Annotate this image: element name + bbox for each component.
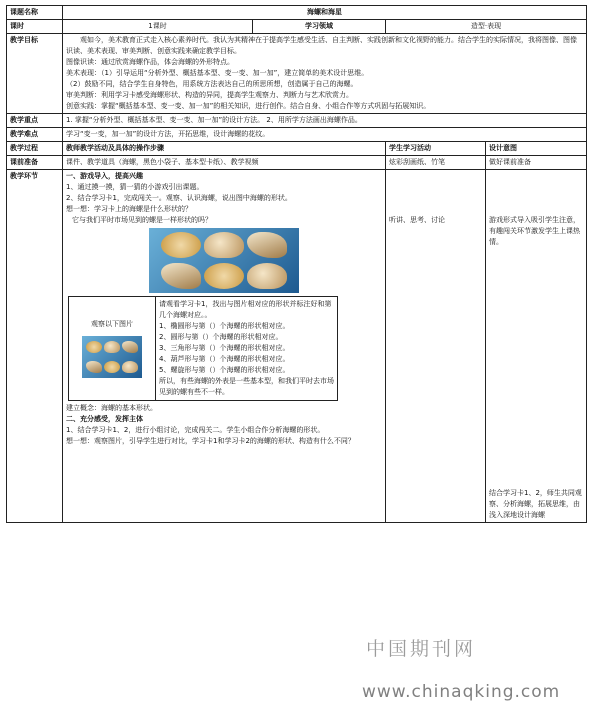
intent-2: 结合学习卡1、2，师生共同观察、分析海螺，拓展思维，由浅入深地设计海螺 <box>489 489 582 519</box>
steps-intent <box>486 170 587 523</box>
obs-line: 4、葫芦形与第（）个海螺的形状相对应。 <box>159 355 290 363</box>
step1-title: 一、游戏导入，提高兴趣 <box>66 172 143 180</box>
prep-label: 课前准备 <box>7 156 63 170</box>
shell-image <box>122 361 138 373</box>
shell-image <box>86 341 102 353</box>
goals-row <box>7 34 587 114</box>
shell-image <box>161 232 201 258</box>
key-text: 1. 掌握“分析外型、概括基本型、变一变、加一加”的设计方法。 2、用所学方法画出海螺作品。 <box>63 114 587 128</box>
key-label: 教学重点 <box>7 114 63 128</box>
process-col-student: 学生学习活动 <box>386 142 486 156</box>
key-row <box>7 114 587 128</box>
goals-content <box>63 34 587 114</box>
goal-line: 观如今，美术教育正式走入核心素养时代。我认为其精神在于提高学生感受生活、自主判断、实践创新和文化视野的能力。结合学生的实际情况，我将图像、图像识读、美术表现、审美判断、创意实践来确定教学目标。 <box>66 36 577 55</box>
process-label: 教学过程 <box>7 142 63 156</box>
shell-image <box>204 232 244 258</box>
process-header-row <box>7 142 587 156</box>
obs-line: 3、三角形与第（）个海螺的形状相对应。 <box>159 344 290 352</box>
observation-right <box>156 297 337 400</box>
student-activity: 听讲、思考、讨论 <box>389 216 445 224</box>
observation-photo <box>82 336 142 378</box>
goals-label: 教学目标 <box>7 34 63 114</box>
step-line: 它与我们平时市场见到的螺是一样形状的吗？ <box>72 216 212 224</box>
goal-line: 创意实践：掌握“概括基本型、变一变、加一加”的相关知识，进行创作。结合自身、小组合作等方式巩固与拓展知识。 <box>66 102 431 110</box>
prep-row <box>7 156 587 170</box>
domain-value: 造型·表现 <box>386 20 587 34</box>
shell-image <box>86 361 102 373</box>
shell-image <box>204 263 244 289</box>
title-label: 课题名称 <box>7 6 63 20</box>
shell-image <box>104 361 120 373</box>
goal-line: 审美判断：利用学习卡感受海螺形状、构造的异同，提高学生观察力、判断力与艺术欣赏力。 <box>66 91 353 99</box>
watermark-url: www.chinaqking.com <box>362 682 561 702</box>
prep-intent: 做好课前准备 <box>486 156 587 170</box>
step2-title: 二、充分感受，发挥主体 <box>66 415 143 423</box>
prep-text: 课件、教学道具（海螺，黑色小袋子、基本型卡纸）、教学视频 <box>63 156 386 170</box>
steps-row <box>7 170 587 523</box>
difficulty-row <box>7 128 587 142</box>
goal-line: （2）鼓励不同，结合学生自身特色，用系统方法表达自己的所思所想，创造属于自己的海螺。 <box>66 80 358 88</box>
goal-line: 图像识读：通过欣赏海螺作品，体会海螺的外形特点。 <box>66 58 234 66</box>
obs-line: 1、椭圆形与第（）个海螺的形状相对应。 <box>159 322 290 330</box>
shell-image <box>247 263 287 289</box>
process-col-teacher: 教师教学活动及具体的操作步骤 <box>63 142 386 156</box>
step-line: 想一想：观察图片，引导学生进行对比，学习卡1和学习卡2的海螺的形状、构造有什么不同？ <box>66 437 355 445</box>
goal-line: 美术表现：（1）引导运用“分析外型、概括基本型、变一变、加一加”，建立简单的美术设计思维。 <box>66 69 369 77</box>
period-row <box>7 20 587 34</box>
step1-concept: 建立概念：海螺的基本形状。 <box>66 404 157 412</box>
obs-line: 2、圆形与第（）个海螺的形状相对应。 <box>159 333 283 341</box>
shell-image <box>247 232 287 258</box>
title-row <box>7 6 587 20</box>
watermark-cn: 中国期刊网 <box>366 638 477 660</box>
obs-line: 所以，有些海螺的外表是一些基本型，和我们平时去市场见到的螺有些不一样。 <box>159 377 334 396</box>
step-line: 想一想：学习卡上的海螺是什么形状的？ <box>66 205 192 213</box>
steps-label: 教学环节 <box>7 170 63 523</box>
observation-left <box>69 297 156 400</box>
steps-student <box>386 170 486 523</box>
difficulty-label: 教学难点 <box>7 128 63 142</box>
prep-student: 炫彩刮画纸、竹笔 <box>386 156 486 170</box>
process-col-intent: 设计意图 <box>486 142 587 156</box>
shell-image <box>104 341 120 353</box>
difficulty-text: 学习“变一变，加一加”的设计方法，开拓思维，设计海螺的花纹。 <box>63 128 587 142</box>
shell-image <box>122 341 138 353</box>
observation-box <box>68 296 338 401</box>
lesson-plan-table <box>6 5 587 523</box>
obs-line: 请观看学习卡1，找出与图片相对应的形状并标注好和第几个海螺对应。。 <box>159 300 332 319</box>
lesson-title: 海螺和海星 <box>63 6 587 20</box>
step-line: 1、通过摸一摸，猜一猜的小游戏引出课题。 <box>66 183 204 191</box>
shells-photo <box>149 228 299 293</box>
shell-image <box>161 263 201 289</box>
period-label: 课时 <box>7 20 63 34</box>
steps-content <box>63 170 386 523</box>
period-value: 1课时 <box>63 20 253 34</box>
step-line: 2、结合学习卡1，完成闯关一。观察、认识海螺，说出图中海螺的形状。 <box>66 194 292 202</box>
step-line: 1、结合学习卡1、2，进行小组讨论，完成闯关二。学生小组合作分析海螺的形状。 <box>66 426 325 434</box>
intent-1: 游戏形式导入吸引学生注意，有趣闯关环节激发学生上课热情。 <box>489 216 580 246</box>
obs-line: 5、螺旋形与第（）个海螺的形状相对应。 <box>159 366 290 374</box>
observation-label: 观察以下图片 <box>91 320 133 328</box>
domain-label: 学习领域 <box>253 20 386 34</box>
